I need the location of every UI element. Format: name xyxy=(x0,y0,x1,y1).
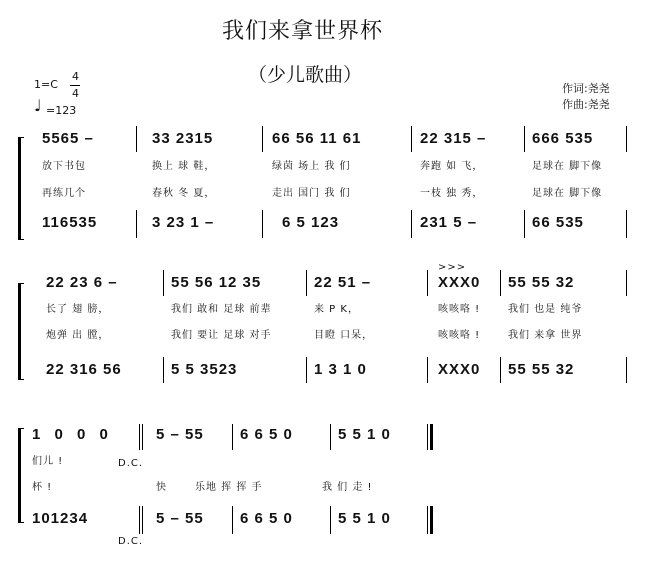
s1-notes-lower-m3: 6 5 123 xyxy=(282,214,340,231)
s2-barline-upper-1 xyxy=(163,270,164,296)
s1-barline-lower-2 xyxy=(262,210,263,238)
time-signature-bottom: 4 xyxy=(72,87,79,100)
s2-lyrics1-m1: 长了 翅 膀， xyxy=(46,304,110,315)
s1-notes-lower-m1: 116535 xyxy=(42,214,98,231)
quarter-note-icon: ♩ xyxy=(34,96,42,115)
s2-barline-lower-3 xyxy=(427,357,428,383)
song-subtitle: （少儿歌曲） xyxy=(248,64,363,86)
s1-notes-upper-m3: 66 56 11 61 xyxy=(272,130,362,147)
system-2-brace xyxy=(18,283,21,380)
s1-lyrics1-m3: 绿茵 场上 我 们 xyxy=(272,161,351,172)
s1-lyrics2-m2: 春秋 冬 夏， xyxy=(152,188,216,199)
s2-barline-lower-4 xyxy=(500,357,501,383)
s1-barline-lower-4 xyxy=(524,210,525,238)
s1-lyrics1-m4: 奔跑 如 飞， xyxy=(420,161,484,172)
s1-lyrics1-m5: 足球在 脚下像 xyxy=(532,161,603,172)
s1-lyrics2-m4: 一枝 独 秀， xyxy=(420,188,484,199)
s1-lyrics2-m1: 再练几个 xyxy=(42,188,86,199)
s1-barline-upper-2 xyxy=(262,126,263,152)
s2-barline-upper-2 xyxy=(306,270,307,296)
s3-lyrics2-m2: 快 xyxy=(156,482,167,493)
s1-notes-lower-m4: 231 5 – xyxy=(420,214,478,231)
key-signature: 1=C xyxy=(34,78,58,91)
s1-lyrics1-m2: 换上 球 鞋， xyxy=(152,161,216,172)
s2-lyrics2-m3: 目瞪 口呆， xyxy=(314,330,374,341)
s3-notes-lower-m1: 101234 xyxy=(32,510,89,527)
s3-lyrics2-m4: 我 们 走 ! xyxy=(322,482,373,493)
s2-notes-upper-m4: XXX0 xyxy=(438,274,481,291)
s2-notes-lower-m1: 22 316 56 xyxy=(46,361,122,378)
s2-barline-upper-5 xyxy=(626,270,627,296)
s3-lyrics1-m1: 们儿 ! xyxy=(32,456,64,467)
system-1-brace xyxy=(18,137,21,240)
s3-notes-upper-m3: 6 6 5 0 xyxy=(240,426,293,443)
s2-barline-lower-2 xyxy=(306,357,307,383)
s3-notes-upper-m2: 5 – 55 xyxy=(156,426,204,443)
s3-dc-upper: D.C. xyxy=(118,458,144,469)
s2-notes-lower-m4: XXX0 xyxy=(438,361,481,378)
s1-barline-upper-3 xyxy=(411,126,412,152)
s2-lyrics2-m1: 炮弹 出 膛， xyxy=(46,330,110,341)
s1-barline-lower-3 xyxy=(411,210,412,238)
s2-accent-marks: >>> xyxy=(438,262,467,273)
s3-dc-lower: D.C. xyxy=(118,536,144,547)
s3-lyrics2-m3: 乐地 挥 挥 手 xyxy=(195,482,263,493)
s2-lyrics2-m4: 咳咳咯 ! xyxy=(438,330,481,341)
time-signature-divider xyxy=(70,85,80,86)
time-signature-top: 4 xyxy=(72,70,79,83)
s1-notes-upper-m1: 5565 – xyxy=(42,130,94,147)
s1-notes-upper-m4: 22 315 – xyxy=(420,130,487,147)
s2-notes-upper-m2: 55 56 12 35 xyxy=(171,274,262,291)
s1-notes-lower-m2: 3 23 1 – xyxy=(152,214,215,231)
song-title: 我们来拿世界杯 xyxy=(222,19,384,44)
s3-notes-upper-m4: 5 5 1 0 xyxy=(338,426,391,443)
s2-notes-upper-m5: 55 55 32 xyxy=(508,274,575,291)
s2-lyrics1-m4: 咳咳咯 ! xyxy=(438,304,481,315)
s2-notes-upper-m1: 22 23 6 – xyxy=(46,274,118,291)
tempo-marking: =123 xyxy=(46,104,77,117)
composer-credit: 作曲:尧尧 xyxy=(562,98,610,111)
s2-barline-upper-4 xyxy=(500,270,501,296)
s1-notes-upper-m5: 666 535 xyxy=(532,130,594,147)
s3-notes-lower-m2: 5 – 55 xyxy=(156,510,204,527)
s1-barline-upper-5 xyxy=(626,126,627,152)
s1-barline-lower-1 xyxy=(136,210,137,238)
s3-lyrics2-m1: 杯 ! xyxy=(32,482,53,493)
s2-lyrics2-m2: 我们 要让 足球 对手 xyxy=(171,330,272,341)
s2-lyrics1-m2: 我们 敢和 足球 前辈 xyxy=(171,304,272,315)
s2-notes-lower-m2: 5 5 3523 xyxy=(171,361,238,378)
s2-barline-lower-5 xyxy=(626,357,627,383)
s1-barline-upper-1 xyxy=(136,126,137,152)
s2-lyrics1-m5: 我们 也是 纯爷 xyxy=(508,304,583,315)
s1-notes-upper-m2: 33 2315 xyxy=(152,130,214,147)
system-3-brace xyxy=(18,428,21,523)
s2-notes-lower-m3: 1 3 1 0 xyxy=(314,361,367,378)
s2-barline-lower-1 xyxy=(163,357,164,383)
s1-barline-lower-5 xyxy=(626,210,627,238)
s3-notes-lower-m4: 5 5 1 0 xyxy=(338,510,391,527)
lyricist-credit: 作词:尧尧 xyxy=(562,82,610,95)
s3-notes-upper-m1: 1 0 0 0 xyxy=(32,426,113,443)
s1-barline-upper-4 xyxy=(524,126,525,152)
s2-notes-lower-m5: 55 55 32 xyxy=(508,361,575,378)
s1-notes-lower-m5: 66 535 xyxy=(532,214,584,231)
s2-lyrics2-m5: 我们 来拿 世界 xyxy=(508,330,583,341)
s1-lyrics1-m1: 放下书包 xyxy=(42,161,86,172)
s2-barline-upper-3 xyxy=(427,270,428,296)
s1-lyrics2-m3: 走出 国门 我 们 xyxy=(272,188,351,199)
s2-lyrics1-m3: 来 P K， xyxy=(314,304,359,315)
s1-lyrics2-m5: 足球在 脚下像 xyxy=(532,188,603,199)
s3-notes-lower-m3: 6 6 5 0 xyxy=(240,510,293,527)
s2-notes-upper-m3: 22 51 – xyxy=(314,274,372,291)
